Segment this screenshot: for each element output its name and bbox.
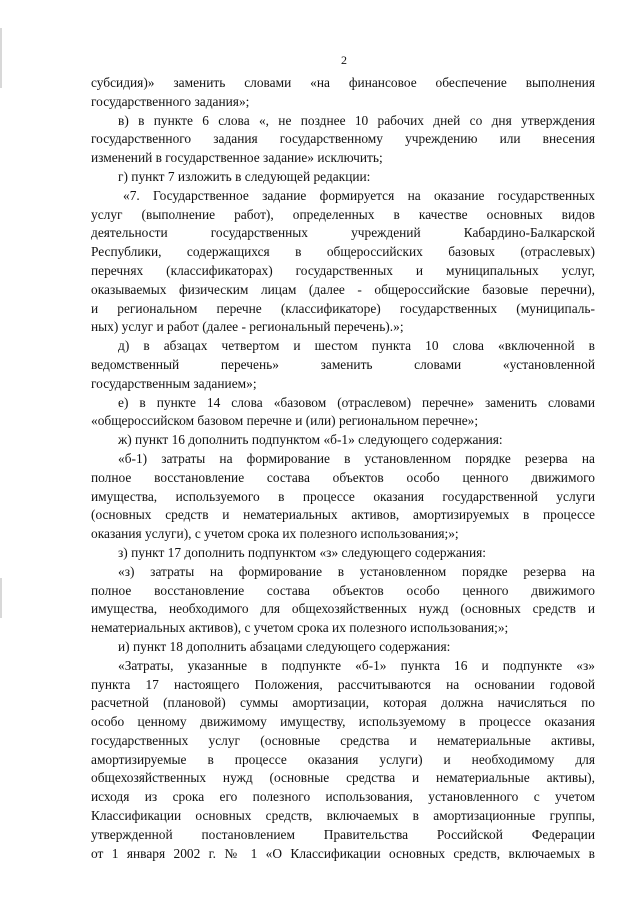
text-line: государственного задания»; xyxy=(91,93,250,109)
text-line: Классификации основных средств, включаемых в амортизационные группы, xyxy=(91,808,595,824)
text-line: оказания услуги), с учетом срока их полезного использования;»; xyxy=(91,526,459,542)
text-line: общехозяйственных нужд (основные средства и нематериальные активы), xyxy=(91,770,595,786)
text-line: полное восстановление состава объектов особо ценного движимого xyxy=(91,469,595,485)
text-line: деятельности государственных учреждений Кабардино-Балкарской xyxy=(91,225,595,241)
paragraph-item-e xyxy=(91,394,595,432)
paragraph-item-g xyxy=(91,168,595,187)
text-line: государственного задания государственному учреждению или внесения xyxy=(91,131,595,147)
text-line: ных) услуг и работ (далее - региональный перечень).»; xyxy=(91,319,404,335)
text-line: пункта 17 настоящего Положения, рассчитываются на основании годовой xyxy=(91,676,595,692)
text-line: утвержденной постановлением Правительства Российской Федерации xyxy=(91,826,595,842)
text-line: «б-1) затраты на формирование в установленном порядке резерва на xyxy=(118,450,595,466)
text-line: «Затраты, указанные в подпункте «б-1» пункта 16 и подпункте «з» xyxy=(118,657,595,673)
text-line: Республики, содержащихся в общероссийских базовых (отраслевых) xyxy=(91,244,595,260)
page-number: 2 xyxy=(341,53,347,67)
paragraph-quote-z xyxy=(91,563,595,638)
document-body xyxy=(91,74,595,863)
text-line: «общероссийском базовом перечне и (или) региональном перечне»; xyxy=(91,413,479,429)
text-line: амортизируемые в процессе оказания услуги) и необходимому для xyxy=(91,751,595,767)
paragraph-quote-point-7 xyxy=(91,187,595,337)
scan-edge-mark xyxy=(0,578,2,618)
text-line: от 1 января 2002 г. № 1 «О Классификации основных средств, включаемых в xyxy=(91,845,595,861)
text-line: д) в абзацах четвертом и шестом пункта 10 слова «включенной в xyxy=(118,338,595,354)
text-line: е) в пункте 14 слова «базовом (отраслевом) перечне» заменить словами xyxy=(118,394,595,410)
text-line: особо ценному движимому имуществу, используемому в процессе оказания xyxy=(91,714,595,730)
paragraph-item-z xyxy=(91,544,595,563)
text-line: расчетной (плановой) суммы амортизации, которая должна начисляться по xyxy=(91,695,595,711)
text-line: государственных услуг (основные средства и нематериальные активы, xyxy=(91,732,595,748)
text-line: нематериальных активов), с учетом срока их полезного использования;»; xyxy=(91,620,509,636)
text-line: субсидия)» заменить словами «на финансовое обеспечение выполнения xyxy=(91,75,595,90)
text-line: ж) пункт 16 дополнить подпунктом «б-1» следующего содержания: xyxy=(118,432,503,448)
text-line: в) в пункте 6 слова «, не позднее 10 рабочих дней со дня утверждения xyxy=(118,112,595,128)
paragraph-item-i xyxy=(91,638,595,657)
text-line: (основных средств и нематериальных активов, амортизируемых в процессе xyxy=(91,507,595,523)
text-line: услуг (выполнение работ), определенных в качестве основных видов xyxy=(91,206,595,222)
paragraph-item-zh xyxy=(91,431,595,450)
text-line: «з) затраты на формирование в установленном порядке резерва на xyxy=(118,563,595,579)
text-line: имущества, используемого в процессе оказания государственной услуги xyxy=(91,488,595,504)
text-line: и) пункт 18 дополнить абзацами следующего содержания: xyxy=(118,638,451,654)
text-line: оказываемых физическим лицам (далее - общероссийские базовые перечни), xyxy=(91,281,595,297)
paragraph-item-d xyxy=(91,337,595,393)
text-line: г) пункт 7 изложить в следующей редакции: xyxy=(118,168,371,184)
paragraph-continuation xyxy=(91,74,595,112)
text-line: исходя из срока его полезного использования, установленного с учетом xyxy=(91,789,595,805)
text-line: государственным заданием»; xyxy=(91,375,257,391)
text-line: перечнях (классификаторах) государственных и муниципальных услуг, xyxy=(91,262,595,278)
paragraph-quote-b1 xyxy=(91,450,595,544)
text-line: и региональном перечне (классификаторе) государственных (муниципаль- xyxy=(91,300,595,316)
paragraph-quote-costs xyxy=(91,657,595,864)
text-line: «7. Государственное задание формируется на оказание государственных xyxy=(123,187,595,203)
text-line: полное восстановление состава объектов особо ценного движимого xyxy=(91,582,595,598)
paragraph-item-v xyxy=(91,112,595,168)
text-line: изменений в государственное задание» исключить; xyxy=(91,150,383,166)
text-line: имущества, необходимого для общехозяйственных нужд (основных средств и xyxy=(91,601,595,617)
text-line: з) пункт 17 дополнить подпунктом «з» следующего содержания: xyxy=(118,544,486,560)
text-line: ведомственный перечень» заменить словами «установленной xyxy=(91,356,595,372)
